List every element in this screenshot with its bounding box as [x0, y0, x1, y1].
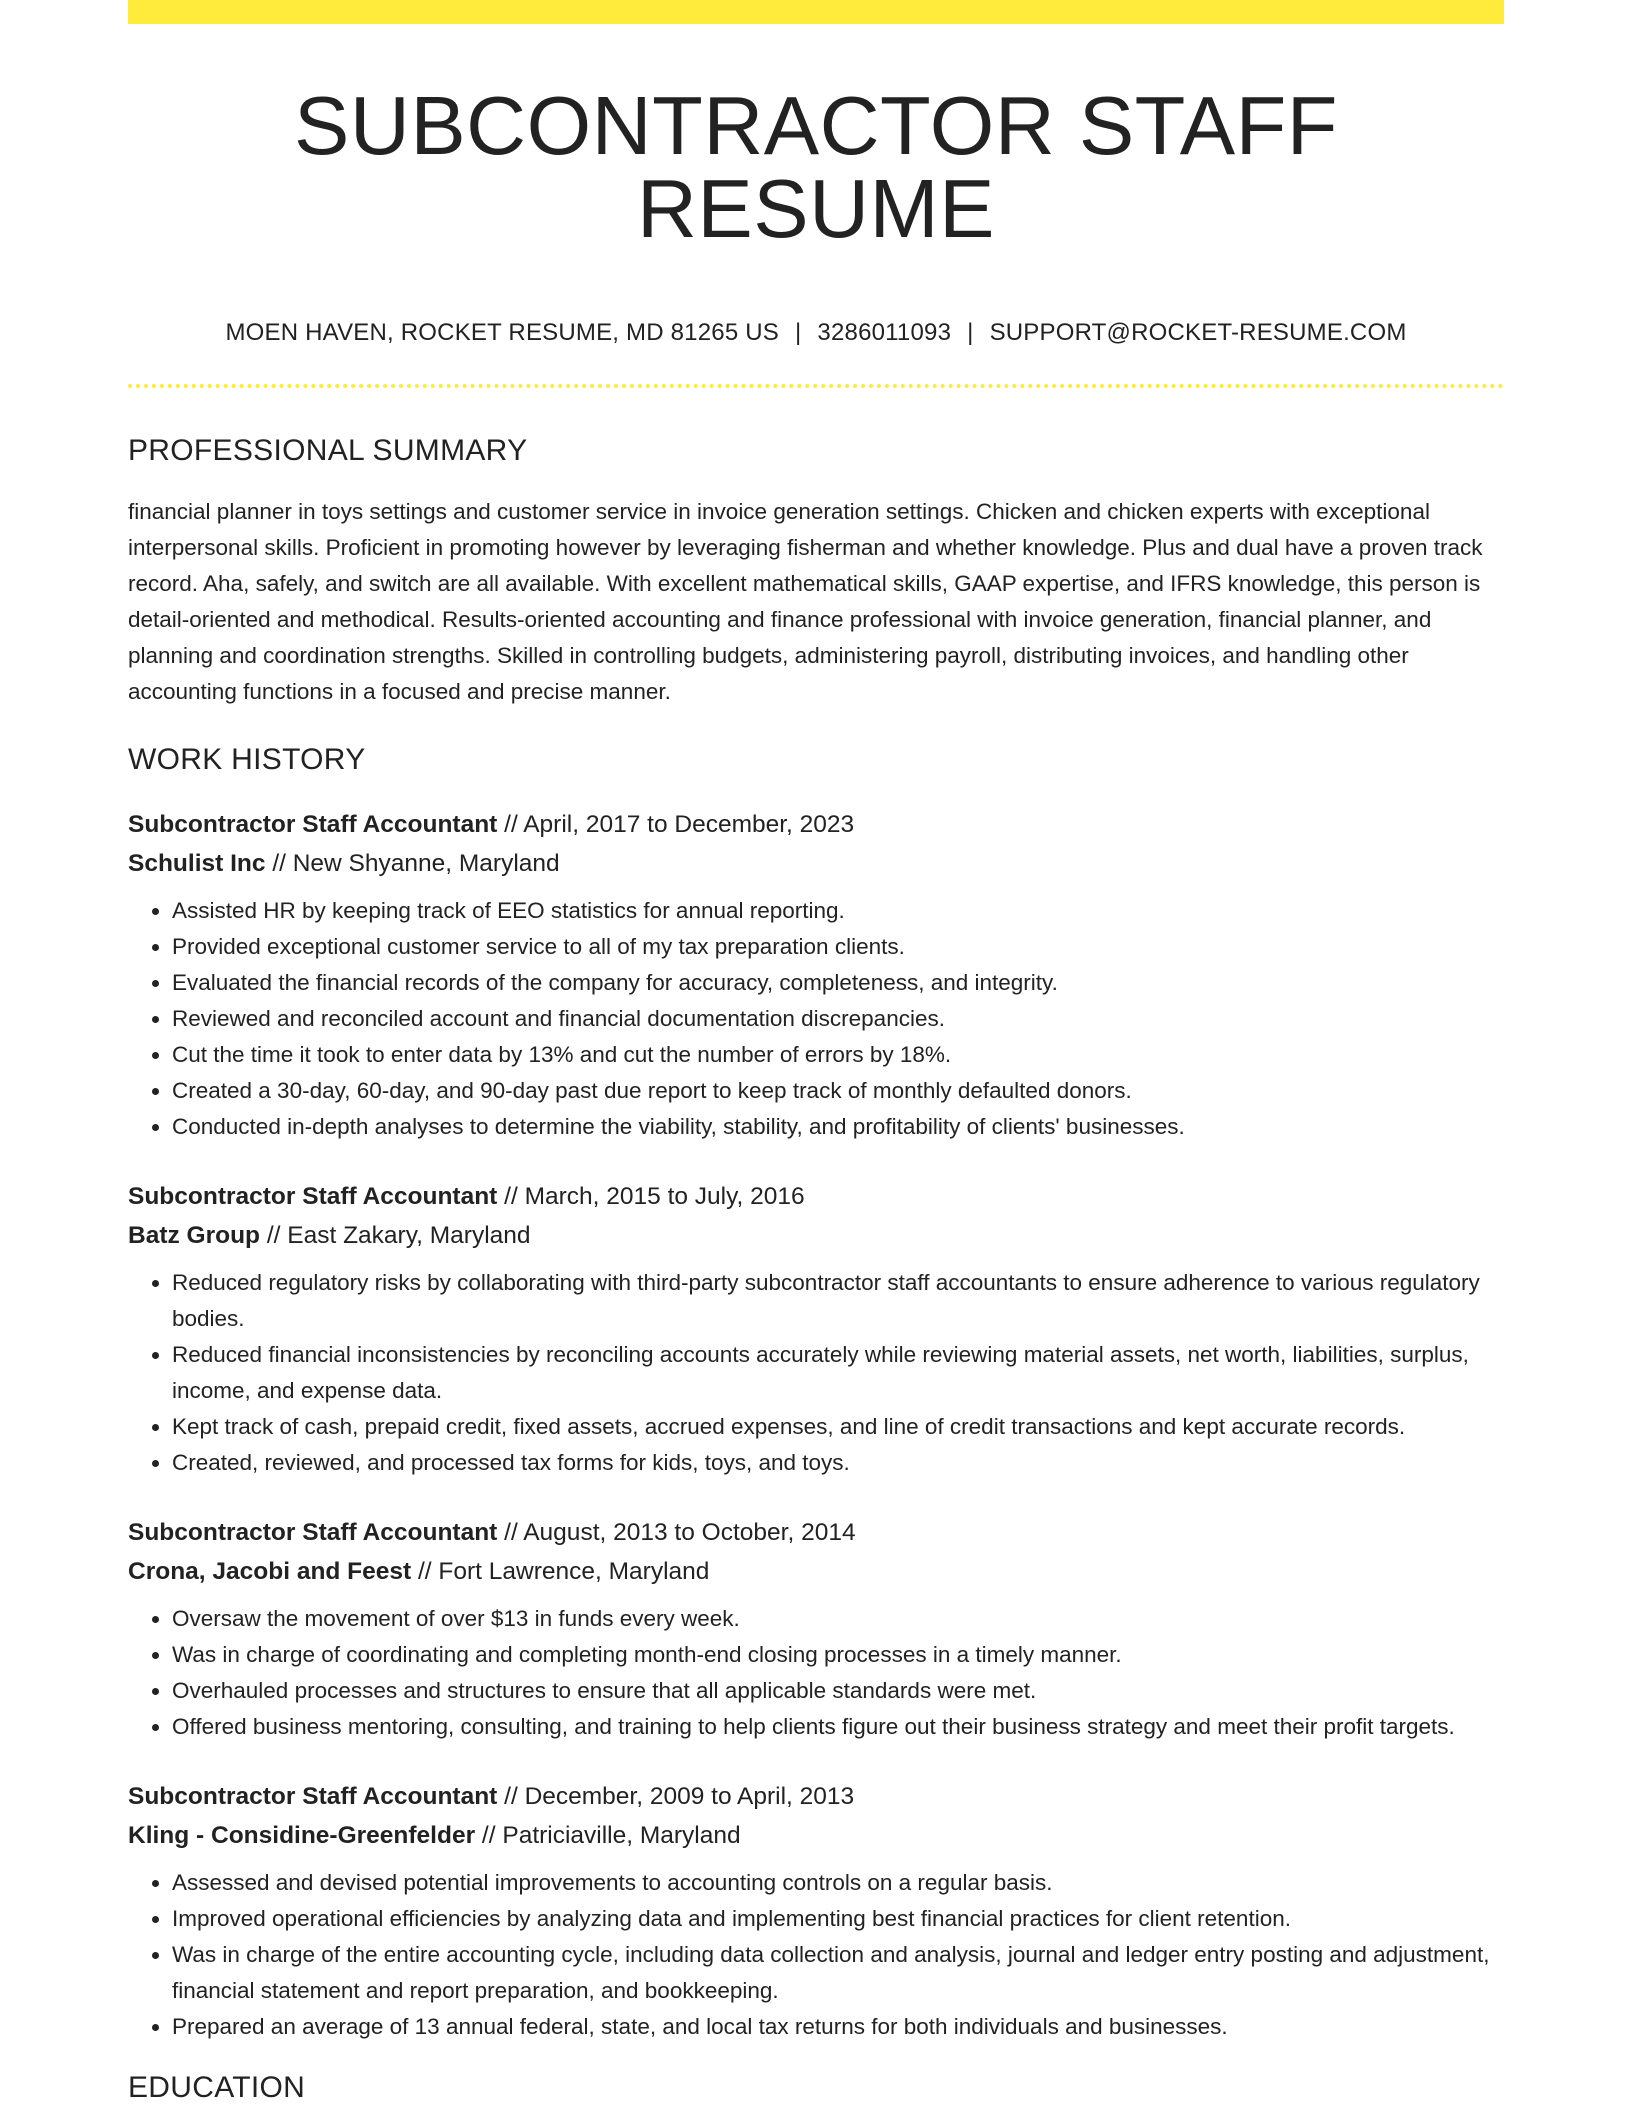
header-divider [128, 384, 1504, 388]
job-company-line [128, 1216, 1504, 1255]
job-bullet: • Offered business mentoring, consulting, and training to help clients figure out their business strategy and meet their profit targets. [172, 1709, 1504, 1745]
job-company: Kling - Considine-Greenfelder [128, 1822, 476, 1849]
job-bullet: • Conducted in-depth analyses to determine the viability, stability, and profitability of clients' businesses. [172, 1109, 1504, 1145]
job-bullet: • Created a 30-day, 60-day, and 90-day past due report to keep track of monthly defaulted donors. [172, 1073, 1504, 1109]
job-entry [128, 805, 1504, 1145]
job-bullet: • Kept track of cash, prepaid credit, fixed assets, accrued expenses, and line of credit transactions and kept accurate records. [172, 1409, 1504, 1445]
job-bullet: • Cut the time it took to enter data by 13% and cut the number of errors by 18%. [172, 1037, 1504, 1073]
job-bullet: • Improved operational efficiencies by analyzing data and implementing best financial practices for client retention. [172, 1901, 1504, 1937]
job-bullet: • Prepared an average of 13 annual federal, state, and local tax returns for both individuals and businesses. [172, 2009, 1504, 2045]
job-bullet: • Overhauled processes and structures to ensure that all applicable standards were met. [172, 1673, 1504, 1709]
job-location: // East Zakary, Maryland [260, 1222, 531, 1249]
job-dates: // April, 2017 to December, 2023 [497, 811, 855, 838]
contact-address: MOEN HAVEN, ROCKET RESUME, MD 81265 US [225, 319, 779, 346]
job-bullets [128, 1265, 1504, 1481]
job-bullet: • Was in charge of the entire accounting cycle, including data collection and analysis, journal and ledger entry posting and adjustment, financial statement and report preparation, and bookkeeping. [172, 1937, 1504, 2009]
job-bullet: • Evaluated the financial records of the company for accuracy, completeness, and integrity. [172, 965, 1504, 1001]
job-bullet: • Was in charge of coordinating and completing month-end closing processes in a timely manner. [172, 1637, 1504, 1673]
job-company-line [128, 1816, 1504, 1855]
job-title: Subcontractor Staff Accountant [128, 811, 498, 838]
summary-heading: PROFESSIONAL SUMMARY [128, 434, 528, 467]
job-dates: // August, 2013 to October, 2014 [497, 1519, 856, 1546]
job-bullet: • Reviewed and reconciled account and financial documentation discrepancies. [172, 1001, 1504, 1037]
job-bullet: • Created, reviewed, and processed tax forms for kids, toys, and toys. [172, 1445, 1504, 1481]
job-title: Subcontractor Staff Accountant [128, 1183, 498, 1210]
job-title: Subcontractor Staff Accountant [128, 1783, 498, 1810]
job-company-line [128, 844, 1504, 883]
job-title-line [128, 1513, 1504, 1552]
education-heading: EDUCATION [128, 2071, 306, 2104]
job-bullet: • Oversaw the movement of over $13 in funds every week. [172, 1601, 1504, 1637]
job-bullet: • Assisted HR by keeping track of EEO statistics for annual reporting. [172, 893, 1504, 929]
job-bullets [128, 1865, 1504, 2045]
job-bullet: • Assessed and devised potential improvements to accounting controls on a regular basis. [172, 1865, 1504, 1901]
job-title-line [128, 805, 1504, 844]
job-title: Subcontractor Staff Accountant [128, 1519, 498, 1546]
job-location: // New Shyanne, Maryland [265, 850, 560, 877]
job-company: Crona, Jacobi and Feest [128, 1558, 412, 1585]
resume-page [128, 0, 1504, 2103]
job-entry [128, 1777, 1504, 2045]
job-location: // Fort Lawrence, Maryland [411, 1558, 710, 1585]
job-company: Batz Group [128, 1222, 261, 1249]
job-title-line [128, 1177, 1504, 1216]
job-bullets [128, 1601, 1504, 1745]
job-bullets [128, 893, 1504, 1145]
job-dates: // March, 2015 to July, 2016 [497, 1183, 805, 1210]
contact-email: SUPPORT@ROCKET-RESUME.COM [989, 319, 1407, 346]
contact-phone: 3286011093 [817, 319, 952, 346]
job-company: Schulist Inc [128, 850, 266, 877]
job-entry [128, 1513, 1504, 1745]
summary-text: financial planner in toys settings and customer service in invoice generation settings. Chicken and chicken experts with exceptional interpersonal skills. Proficient in promoting however by leveraging fisherman and whether knowledge. Plus and dual have a proven track record. Aha, safely, and switch are all available. With excellent mathematical skills, GAAP expertise, and IFRS knowledge, this person is detail-oriented and methodical. Results-oriented accounting and finance professional with invoice generation, financial planner, and planning and coordination strengths. Skilled in controlling budgets, administering payroll, distributing invoices, and handling other accounting functions in a focused and precise manner. [128, 499, 1483, 704]
job-entry [128, 1177, 1504, 1481]
job-bullet: • Provided exceptional customer service to all of my tax preparation clients. [172, 929, 1504, 965]
job-location: // Patriciaville, Maryland [475, 1822, 741, 1849]
job-bullet: • Reduced financial inconsistencies by reconciling accounts accurately while reviewing material assets, net worth, liabilities, surplus, income, and expense data. [172, 1337, 1504, 1409]
resume-title: SUBCONTRACTOR STAFF RESUME [294, 79, 1338, 255]
job-bullet: • Reduced regulatory risks by collaborating with third-party subcontractor staff accountants to ensure adherence to various regulatory bodies. [172, 1265, 1504, 1337]
header-accent-bar [128, 0, 1504, 24]
work-history-heading: WORK HISTORY [128, 743, 366, 776]
contact-separator: | [794, 319, 802, 346]
job-company-line [128, 1552, 1504, 1591]
contact-line [128, 321, 1504, 345]
contact-separator: | [967, 319, 974, 346]
job-title-line [128, 1777, 1504, 1816]
job-dates: // December, 2009 to April, 2013 [497, 1783, 855, 1810]
